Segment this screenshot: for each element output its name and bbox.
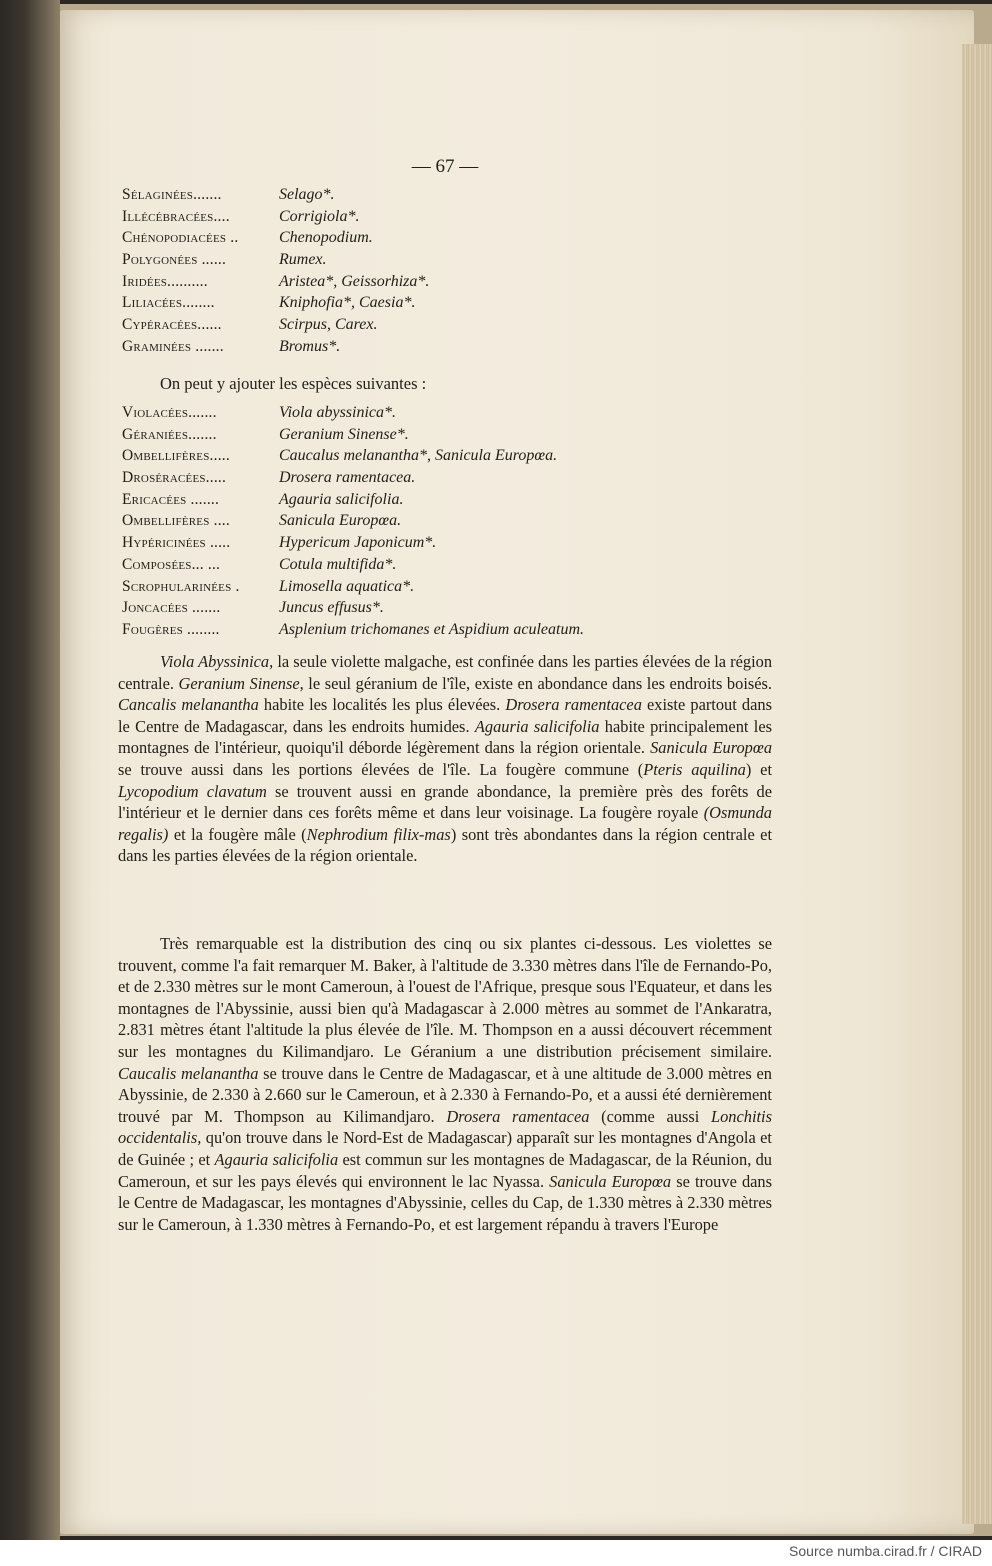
family-name: Violacées.......: [122, 404, 217, 421]
family-name: Hypéricinées .....: [122, 534, 231, 552]
paragraph-text: se trouve aussi dans les portions élevées de l'île. La fougère commune (: [118, 759, 644, 779]
page-number: — 67 —: [411, 156, 479, 177]
list-item: [122, 404, 762, 426]
genus-name: Viola abyssinica*.: [279, 404, 397, 421]
family-name: Graminées .......: [122, 337, 224, 355]
family-name: Liliacées........: [122, 294, 215, 312]
species-name: Lonchitis occidentalis,: [118, 1106, 772, 1148]
list-item: [122, 208, 762, 230]
family-name: Chénopodiacées ..: [122, 229, 239, 247]
species-name: Nephrodium filix-mas: [306, 824, 451, 844]
family-name: Illécébracées....: [122, 207, 230, 225]
family-name: Polygonées ......: [122, 251, 227, 269]
paragraph-text: est commun sur les montagnes de Madagascar, de la Réunion, du Cameroun, et sur les pays élevés qui environnent le lac Nyassa.: [118, 1149, 773, 1191]
family-name: Ericacées .......: [122, 490, 220, 508]
species-name: Cancalis melanantha: [118, 695, 259, 715]
family-name: Composées... ...: [122, 555, 221, 573]
genus-name: Corrigiola*.: [279, 207, 360, 225]
family-list-primary: [122, 186, 762, 360]
paragraph-text: Très remarquable est la distribution des cinq ou six plantes ci-dessous. Les violettes se trouvent, comme l'a fait remarquer M. Baker, à l'altitude de 3.330 mètres dans l'île de Fernando-Po, et de 2.330 mètres sur le mont Cameroun, à l'ouest de l'Afrique, presque sous l'Equateur, et dans les montagnes de l'Abyssinie, aussi bien qu'à Madagascar à 2.000 mètres au sommet de l'Ankaratra, 2.831 mètres étant l'altitude la plus élevée de l'île. M. Thompson en a aussi découvert récemment sur les montagnes du Kilimandjaro. Le Géranium a une distribution précisement similaire.: [118, 934, 772, 1061]
family-name: Cypéracées......: [122, 316, 222, 334]
species-name: Caucalis melanantha: [118, 1063, 259, 1083]
genus-name: Selago*.: [279, 186, 335, 203]
genus-name: Aristea*, Geissorhiza*.: [279, 272, 430, 290]
genus-name: Cotula multifida*.: [279, 555, 397, 573]
genus-name: Hypericum Japonicum*.: [279, 534, 437, 552]
family-name: Sélaginées.......: [122, 186, 222, 203]
source-credit: Source numba.cirad.fr / CIRAD: [789, 1543, 982, 1559]
list-item: [122, 534, 762, 556]
list-item: [122, 469, 762, 491]
genus-name: Asplenium trichomanes et Aspidium aculeatum.: [279, 620, 584, 638]
list-item: [122, 294, 762, 316]
species-name: Sanicula Europœa: [650, 738, 773, 758]
list-item: [122, 599, 762, 621]
species-name: Geranium Sinense,: [178, 673, 304, 693]
paragraph-text: habite les localités les plus élevées.: [258, 695, 506, 715]
genus-name: Limosella aquatica*.: [279, 577, 415, 595]
family-list-additional: [122, 404, 762, 643]
genus-name: Geranium Sinense*.: [279, 425, 409, 443]
list-item: [122, 578, 762, 600]
paragraph-text: ) et: [745, 759, 772, 779]
species-name: Viola Abyssinica,: [160, 652, 274, 671]
list-item: [122, 447, 762, 469]
genus-name: Caucalus melanantha*, Sanicula Europœa.: [279, 447, 558, 465]
paragraph-text: le seul géranium de l'île, existe en abondance dans les endroits boisés.: [303, 673, 772, 693]
family-name: Géraniées.......: [122, 425, 217, 443]
list-item: [122, 251, 762, 273]
list-item: [122, 316, 762, 338]
paragraph-text: se trouve dans le Centre de Madagascar, et à une altitude de 3.000 mètres en Abyssinie, de 2.330 à 2.660 sur le Cameroun, et à 2.330 à Fernando-Po, et a aussi été dernièrement trouvé par M. Thompson au Kilimandjaro.: [118, 1063, 772, 1126]
paragraph-text: et la fougère mâle (: [168, 824, 307, 844]
species-name: Pteris aquilina: [643, 759, 746, 779]
species-name: Sanicula Europœa: [549, 1171, 672, 1191]
list-item: [122, 338, 762, 360]
genus-name: Rumex.: [279, 251, 327, 269]
list-intro-text: On peut y ajouter les espèces suivantes :: [160, 374, 427, 393]
genus-name: Bromus*.: [279, 337, 341, 355]
genus-name: Juncus effusus*.: [279, 599, 384, 617]
paragraph-text: la seule violette malgache, est confinée dans les parties élevées de la région centrale.: [118, 652, 773, 693]
genus-name: Drosera ramentacea.: [279, 469, 416, 487]
species-name: Drosera ramentacea: [505, 695, 642, 715]
paragraph-text: qu'on trouve dans le Nord-Est de Madagascar) apparaît sur les montagnes d'Angola et de Guinée ; et: [118, 1128, 772, 1169]
species-name: Lycopodium clavatum: [118, 781, 267, 801]
family-name: Iridées..........: [122, 272, 208, 290]
family-name: Ombellifères ....: [122, 512, 230, 530]
family-name: Ombellifères.....: [122, 447, 230, 465]
list-item: [122, 229, 762, 251]
genus-name: Agauria salicifolia.: [279, 490, 404, 508]
family-name: Droséracées.....: [122, 469, 227, 487]
paragraph-distribution-africa: [118, 933, 772, 1235]
list-item: [122, 491, 762, 513]
family-name: Scrophularinées .: [122, 577, 240, 595]
genus-name: Sanicula Europœa.: [279, 512, 402, 530]
paragraph-text: se trouve dans le Centre de Madagascar, les montagnes d'Abyssinie, celles du Cap, de 1.330 mètres à 2.330 mètres sur le Cameroun, à 1.330 mètres à Fernando-Po, et est largement répandu à travers l'Europe: [118, 1171, 772, 1234]
list-item: [122, 426, 762, 448]
list-item: [122, 273, 762, 295]
species-name: Agauria salicifolia: [214, 1149, 339, 1169]
list-item: [122, 621, 762, 643]
paragraph-distribution-madagascar: [118, 651, 772, 867]
species-name: Drosera ramentacea: [446, 1106, 590, 1126]
list-item: [122, 512, 762, 534]
paragraph-text: ) sont très abondantes dans la région centrale et dans les parties élevées de la région orientale.: [118, 824, 772, 866]
family-name: Joncacées .......: [122, 599, 221, 617]
genus-name: Scirpus, Carex.: [279, 316, 378, 334]
species-name: Agauria salicifolia: [474, 716, 600, 736]
paragraph-text: se trouvent aussi en grande abondance, la première près des forêts de l'intérieur et le dernier dans ces forêts même et dans leur voisinage. La fougère royale: [118, 781, 772, 823]
genus-name: Kniphofia*, Caesia*.: [279, 294, 416, 312]
genus-name: Chenopodium.: [279, 229, 373, 247]
paragraph-text: existe partout dans le Centre de Madagascar, dans les endroits humides.: [118, 695, 772, 736]
list-item: [122, 186, 762, 208]
family-name: Fougères ........: [122, 620, 220, 638]
paragraph-text: habite principalement les montagnes de l'intérieur, quoiqu'il déborde légèrement dans la région orientale.: [118, 716, 772, 758]
species-name: (Osmunda regalis): [118, 803, 772, 844]
list-item: [122, 556, 762, 578]
paragraph-text: (comme aussi: [589, 1106, 711, 1126]
